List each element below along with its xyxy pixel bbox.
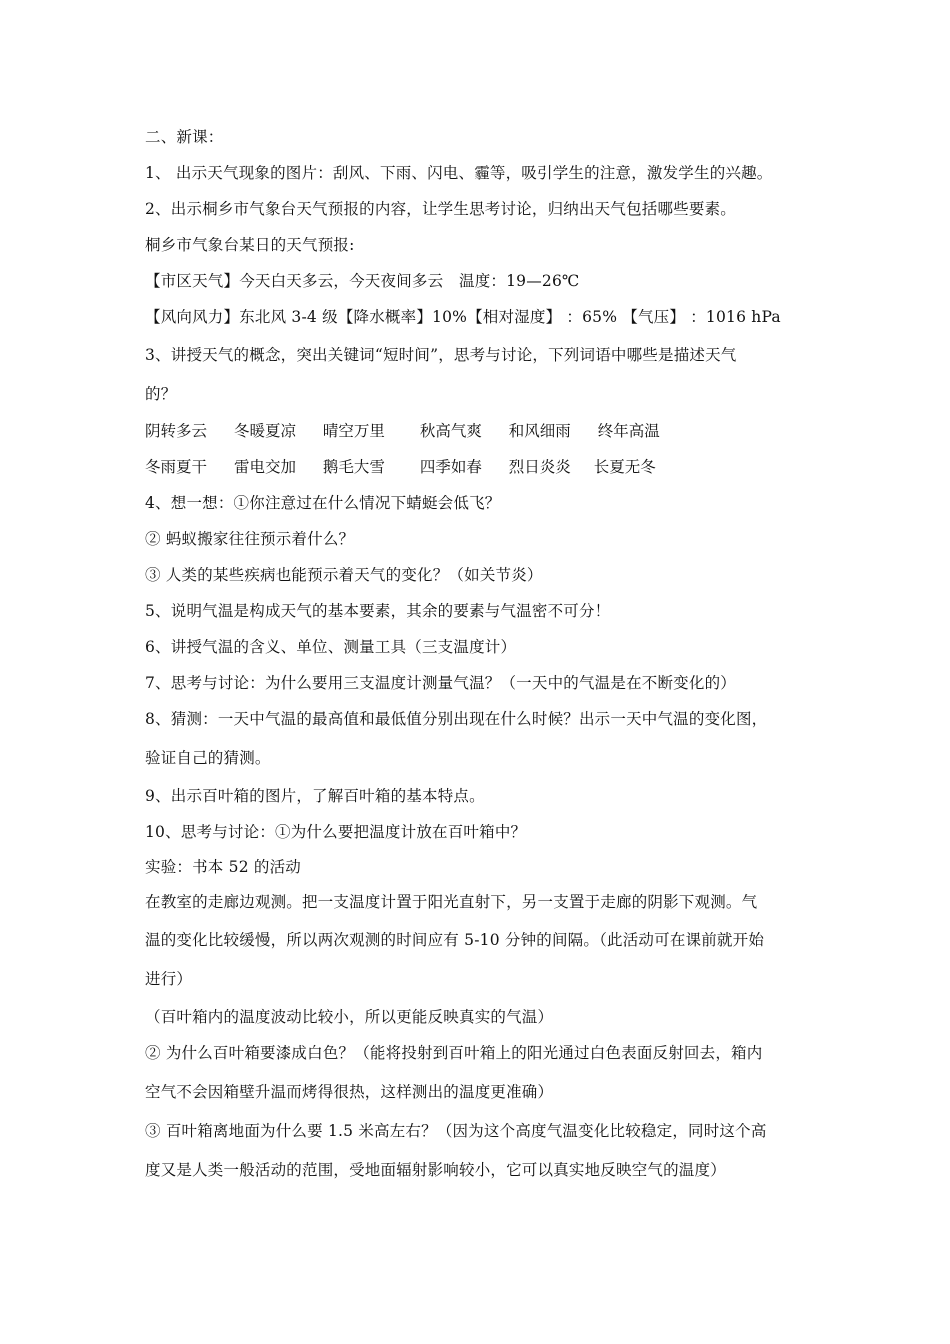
paragraph-line: 度又是人类一般活动的范围，受地面辐射影响较小，它可以真实地反映空气的温度） [145,1161,726,1179]
paragraph-line: 1、 出示天气现象的图片：刮风、下雨、闪电、霾等，吸引学生的注意，激发学生的兴趣。 [145,164,773,182]
paragraph-line: 在教室的走廊边观测。把一支温度计置于阳光直射下，另一支置于走廊的阴影下观测。气 [145,893,758,911]
paragraph-line: ② 蚂蚁搬家往往预示着什么？ [145,530,355,548]
paragraph-line: 【市区天气】今天白天多云，今天夜间多云 温度：19—26℃ [145,272,580,290]
section-heading: 二、新课： [145,128,224,146]
paragraph-line: 验证自己的猜测。 [145,749,271,767]
paragraph-line: 4、想一想：①你注意过在什么情况下蜻蜓会低飞？ [145,494,501,512]
paragraph-line: ② 为什么百叶箱要漆成白色？（能将投射到百叶箱上的阳光通过白色表面反射回去，箱内 [145,1044,763,1062]
word-item: 四季如春 [419,458,482,476]
paragraph-line: 【风向风力】东北风 3-4 级【降水概率】10%【相对湿度】 ：65% 【气压】 ：1016 hPa [145,308,781,326]
word-item: 秋高气爽 [419,422,482,440]
paragraph-line: 5、说明气温是构成天气的基本要素，其余的要素与气温密不可分！ [145,602,611,620]
word-list-row [145,457,674,477]
paragraph-line: 8、猜测：一天中气温的最高值和最低值分别出现在什么时候？出示一天中气温的变化图， [145,710,768,728]
word-item: 冬暖夏凉 [233,422,296,440]
paragraph-line: 2、出示桐乡市气象台天气预报的内容，让学生思考讨论，归纳出天气包括哪些要素。 [145,200,736,218]
word-item: 晴空万里 [322,422,385,440]
paragraph-line: 进行） [145,970,193,988]
paragraph-line: （百叶箱内的温度波动比较小，所以更能反映真实的气温） [145,1008,554,1026]
word-item: 阴转多云 [145,422,208,440]
word-item: 终年高温 [597,422,660,440]
word-item: 烈日炎炎 [508,458,571,476]
word-item: 冬雨夏干 [145,458,208,476]
paragraph-line: 实验：书本 52 的活动 [145,858,301,876]
paragraph-line: 温的变化比较缓慢，所以两次观测的时间应有 5-10 分钟的间隔。（此活动可在课前就开始 [145,931,765,949]
paragraph-line: 10、思考与讨论：①为什么要把温度计放在百叶箱中？ [145,823,527,841]
word-item: 和风细雨 [508,422,571,440]
paragraph-line: 7、思考与讨论：为什么要用三支温度计测量气温？（一天中的气温是在不断变化的） [145,674,736,692]
paragraph-line: 空气不会因箱壁升温而烤得很热，这样测出的温度更准确） [145,1083,554,1101]
paragraph-line: 的？ [145,385,177,403]
paragraph-line: 9、出示百叶箱的图片，了解百叶箱的基本特点。 [145,787,485,805]
word-item: 雷电交加 [233,458,296,476]
paragraph-line: 桐乡市气象台某日的天气预报: [145,236,355,254]
paragraph-line: ③ 人类的某些疾病也能预示着天气的变化？（如关节炎） [145,566,543,584]
paragraph-line: 6、讲授气温的含义、单位、测量工具（三支温度计） [145,638,517,656]
word-item: 鹅毛大雪 [322,458,385,476]
paragraph-line: 3、讲授天气的概念，突出关键词“短时间”，思考与讨论，下列词语中哪些是描述天气 [145,346,737,364]
paragraph-line: ③ 百叶箱离地面为什么要 1.5 米高左右？（因为这个高度气温变化比较稳定，同时这个高 [145,1122,767,1140]
word-item: 长夏无冬 [593,458,656,476]
word-list-row [145,421,678,441]
